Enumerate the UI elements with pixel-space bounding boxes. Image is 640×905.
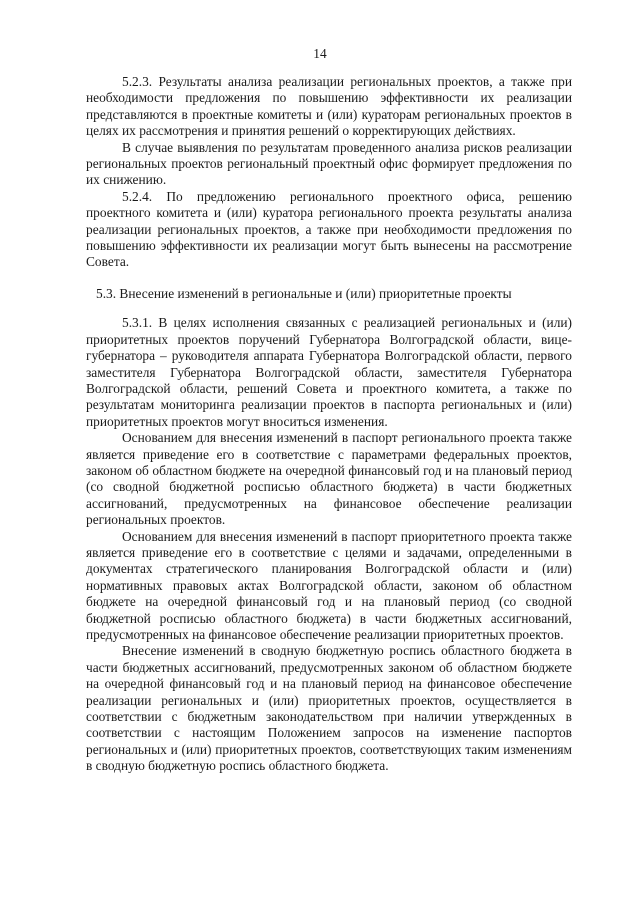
paragraph-5-2-4: 5.2.4. По предложению регионального проектного офиса, решению проектного комитета и (или) куратора регионального проекта результаты анализа реализации региональных проектов, а также при необходимости предложения по повышению эффективности их реализации могут быть вынесены на рассмотрение Совета. <box>86 188 572 270</box>
paragraph-risks: В случае выявления по результатам проведенного анализа рисков реализации региональных проектов региональный проектный офис формирует предложения по их снижению. <box>86 139 572 188</box>
paragraph-regional-passport: Основанием для внесения изменений в паспорт регионального проекта также является приведение его в соответствие с параметрами федеральных проектов, законом об областном бюджете на очередной финансовый год и на плановый период (со сводной бюджетной росписью областного бюджета) в части бюджетных ассигнований, предусмотренных на финансовое обеспечение реализации региональных проектов. <box>86 430 572 528</box>
paragraph-5-3-1: 5.3.1. В целях исполнения связанных с реализацией региональных и (или) приоритетных проектов поручений Губернатора Волгоградской области, вице-губернатора – руководителя аппарата Губернатора Волгоградской области, первого заместителя Губернатора Волгоградской области, заместителя Губернатора Волгоградской области, решений Совета и проектного комитета, а также по результатам мониторинга реализации проектов в паспорта региональных и (или) приоритетных проектов могут вноситься изменения. <box>86 315 572 429</box>
paragraph-priority-passport: Основанием для внесения изменений в паспорт приоритетного проекта также является приведение его в соответствие с целями и задачами, определенными в документах стратегического планирования Волгоградской области и (или) нормативных правовых актах Волгоградской области, законом об областном бюджете на очередной финансовый год и на плановый период (со сводной бюджетной росписью областного бюджета) в части бюджетных ассигнований, предусмотренных на финансовое обеспечение реализации приоритетных проектов. <box>86 528 572 642</box>
page-number: 14 <box>313 46 327 61</box>
document-body <box>86 74 572 775</box>
section-heading-5-3: 5.3. Внесение изменений в региональные и (или) приоритетные проекты <box>96 285 512 301</box>
paragraph-5-2-3: 5.2.3. Результаты анализа реализации региональных проектов, а также при необходимости предложения по повышению эффективности их реализации представляются в проектные комитеты и (или) кураторам региональных проектов в целях их рассмотрения и принятия решений о корректирующих действиях. <box>86 74 572 139</box>
paragraph-budget-changes: Внесение изменений в сводную бюджетную роспись областного бюджета в части бюджетных ассигнований, предусмотренных законом об областном бюджете на очередной финансовый год и на плановый период на финансовое обеспечение реализации региональных и (или) приоритетных проектов, осуществляется в соответствии с бюджетным законодательством при наличии утвержденных в соответствии с настоящим Положением запросов на изменение паспортов региональных и (или) приоритетных проектов, соответствующих таким изменениям в сводную бюджетную роспись областного бюджета. <box>86 643 572 774</box>
